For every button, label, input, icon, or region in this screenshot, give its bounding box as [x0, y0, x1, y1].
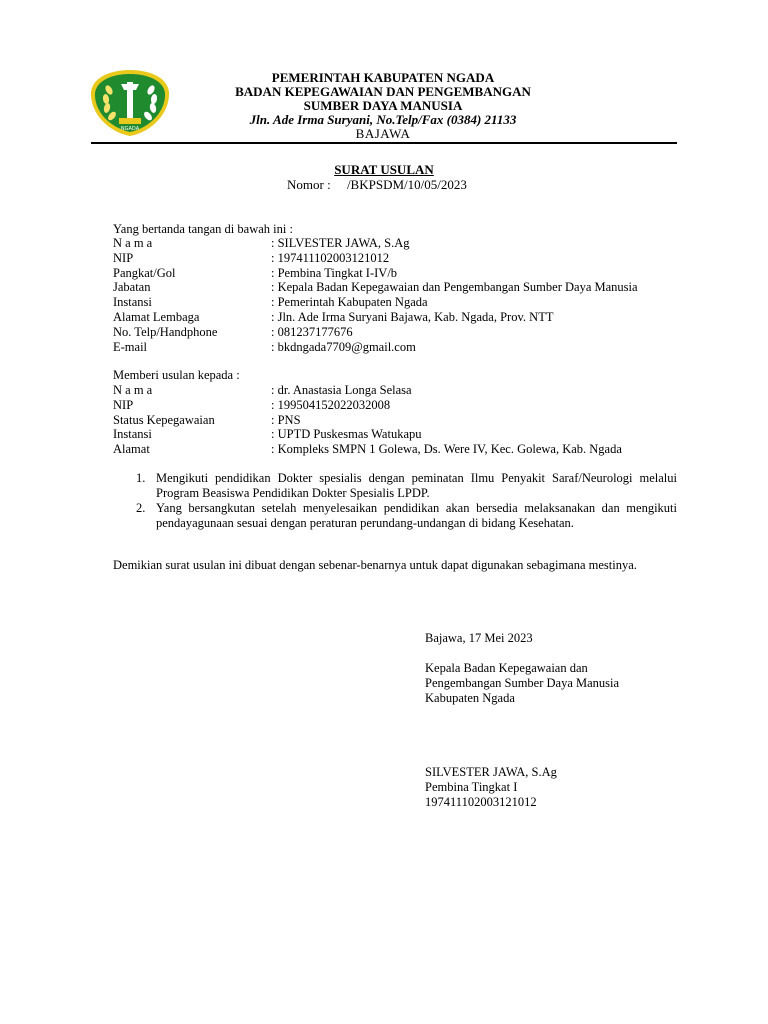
field-value: : 197411102003121012 — [271, 250, 390, 265]
signer-field — [113, 280, 693, 295]
letterhead-line1: PEMERINTAH KABUPATEN NGADA — [271, 70, 495, 85]
letterhead-divider — [91, 142, 677, 144]
recipient-field — [113, 398, 693, 413]
recipient-field — [113, 413, 693, 428]
list-item — [136, 501, 677, 531]
field-value: : 199504152022032008 — [271, 397, 391, 412]
signer-field — [113, 251, 693, 266]
list-number: 1. — [136, 471, 146, 485]
letterhead-line3: SUMBER DAYA MANUSIA — [303, 98, 463, 113]
field-label: Alamat Lembaga — [113, 309, 200, 324]
field-value: : SILVESTER JAWA, S.Ag — [271, 236, 410, 250]
field-value: : UPTD Puskesmas Watukapu — [271, 427, 422, 442]
signer-field — [113, 266, 693, 281]
government-logo — [89, 68, 171, 138]
field-value: : Kepala Badan Kepegawaian dan Pengembangan Sumber Daya Manusia — [271, 280, 638, 295]
signer-field — [113, 340, 693, 355]
field-label: Alamat — [113, 442, 150, 457]
signer-position — [425, 661, 619, 706]
field-value: : PNS — [271, 412, 301, 427]
field-value: : Jln. Ade Irma Suryani Bajawa, Kab. Ngada, Prov. NTT — [271, 309, 554, 324]
recipient-details — [113, 383, 693, 457]
field-label: Instansi — [113, 427, 152, 442]
field-label: NIP — [113, 397, 134, 412]
letter-number: Nomor : /BKPSDM/10/05/2023 — [287, 177, 467, 192]
signer-details — [113, 236, 693, 354]
list-item — [136, 471, 677, 501]
signer-rank: Pembina Tingkat I — [425, 780, 518, 794]
recipient-field — [113, 383, 693, 398]
field-value: : Kompleks SMPN 1 Golewa, Ds. Were IV, Kec. Golewa, Kab. Ngada — [271, 442, 622, 457]
list-number: 2. — [136, 501, 146, 515]
field-value: : Pembina Tingkat I-IV/b — [271, 265, 398, 280]
recipient-field — [113, 442, 693, 457]
signer-signature-block — [425, 765, 557, 810]
svg-text:NGADA: NGADA — [120, 126, 140, 132]
field-value: : dr. Anastasia Longa Selasa — [271, 383, 412, 397]
signer-intro: Yang bertanda tangan di bawah ini : — [113, 222, 293, 236]
signer-nip: 197411102003121012 — [425, 795, 537, 809]
signer-field — [113, 310, 693, 325]
position-line: Kabupaten Ngada — [425, 691, 515, 705]
field-label: No. Telp/Handphone — [113, 324, 218, 339]
signer-name: SILVESTER JAWA, S.Ag — [425, 765, 557, 779]
position-line: Pengembangan Sumber Daya Manusia — [425, 676, 620, 690]
field-value: : 081237177676 — [271, 324, 353, 339]
recipient-field — [113, 427, 693, 442]
letterhead-city: BAJAWA — [355, 126, 411, 141]
field-label: Pangkat/Gol — [113, 265, 176, 280]
letterhead-address: Jln. Ade Irma Suryani, No.Telp/Fax (0384) 21133 — [249, 112, 517, 127]
field-label: NIP — [113, 250, 134, 265]
signer-field — [113, 236, 693, 251]
field-value: : bkdngada7709@gmail.com — [271, 339, 416, 354]
field-label: N a m a — [113, 236, 153, 250]
letter-title: SURAT USULAN — [334, 162, 434, 177]
field-label: Jabatan — [113, 280, 151, 295]
field-label: N a m a — [113, 383, 153, 397]
closing-paragraph: Demikian surat usulan ini dibuat dengan sebenar-benarnya untuk dapat digunakan sebagimana mestinya. — [113, 558, 637, 572]
signer-field — [113, 325, 693, 340]
position-line: Kepala Badan Kepegawaian dan — [425, 661, 588, 675]
field-label: Status Kepegawaian — [113, 412, 215, 427]
field-label: Instansi — [113, 295, 152, 310]
field-label: E-mail — [113, 339, 148, 354]
list-text: Yang bersangkutan setelah menyelesaikan pendidikan akan bersedia melaksanakan dan mengikuti pendayagunaan sesuai dengan peraturan perundang-undangan di bidang Kesehatan. — [156, 501, 677, 530]
field-value: : Pemerintah Kabupaten Ngada — [271, 295, 428, 310]
letterhead — [180, 71, 586, 141]
proposal-list — [136, 471, 677, 531]
place-date: Bajawa, 17 Mei 2023 — [425, 631, 533, 645]
letterhead-line2: BADAN KEPEGAWAIAN DAN PENGEMBANGAN — [235, 84, 531, 99]
recipient-intro: Memberi usulan kepada : — [113, 368, 240, 382]
signer-field — [113, 295, 693, 310]
list-text: Mengikuti pendidikan Dokter spesialis dengan peminatan Ilmu Penyakit Saraf/Neurologi melalui Program Beasiswa Pendidikan Dokter Spesialis LPDP. — [156, 471, 677, 500]
